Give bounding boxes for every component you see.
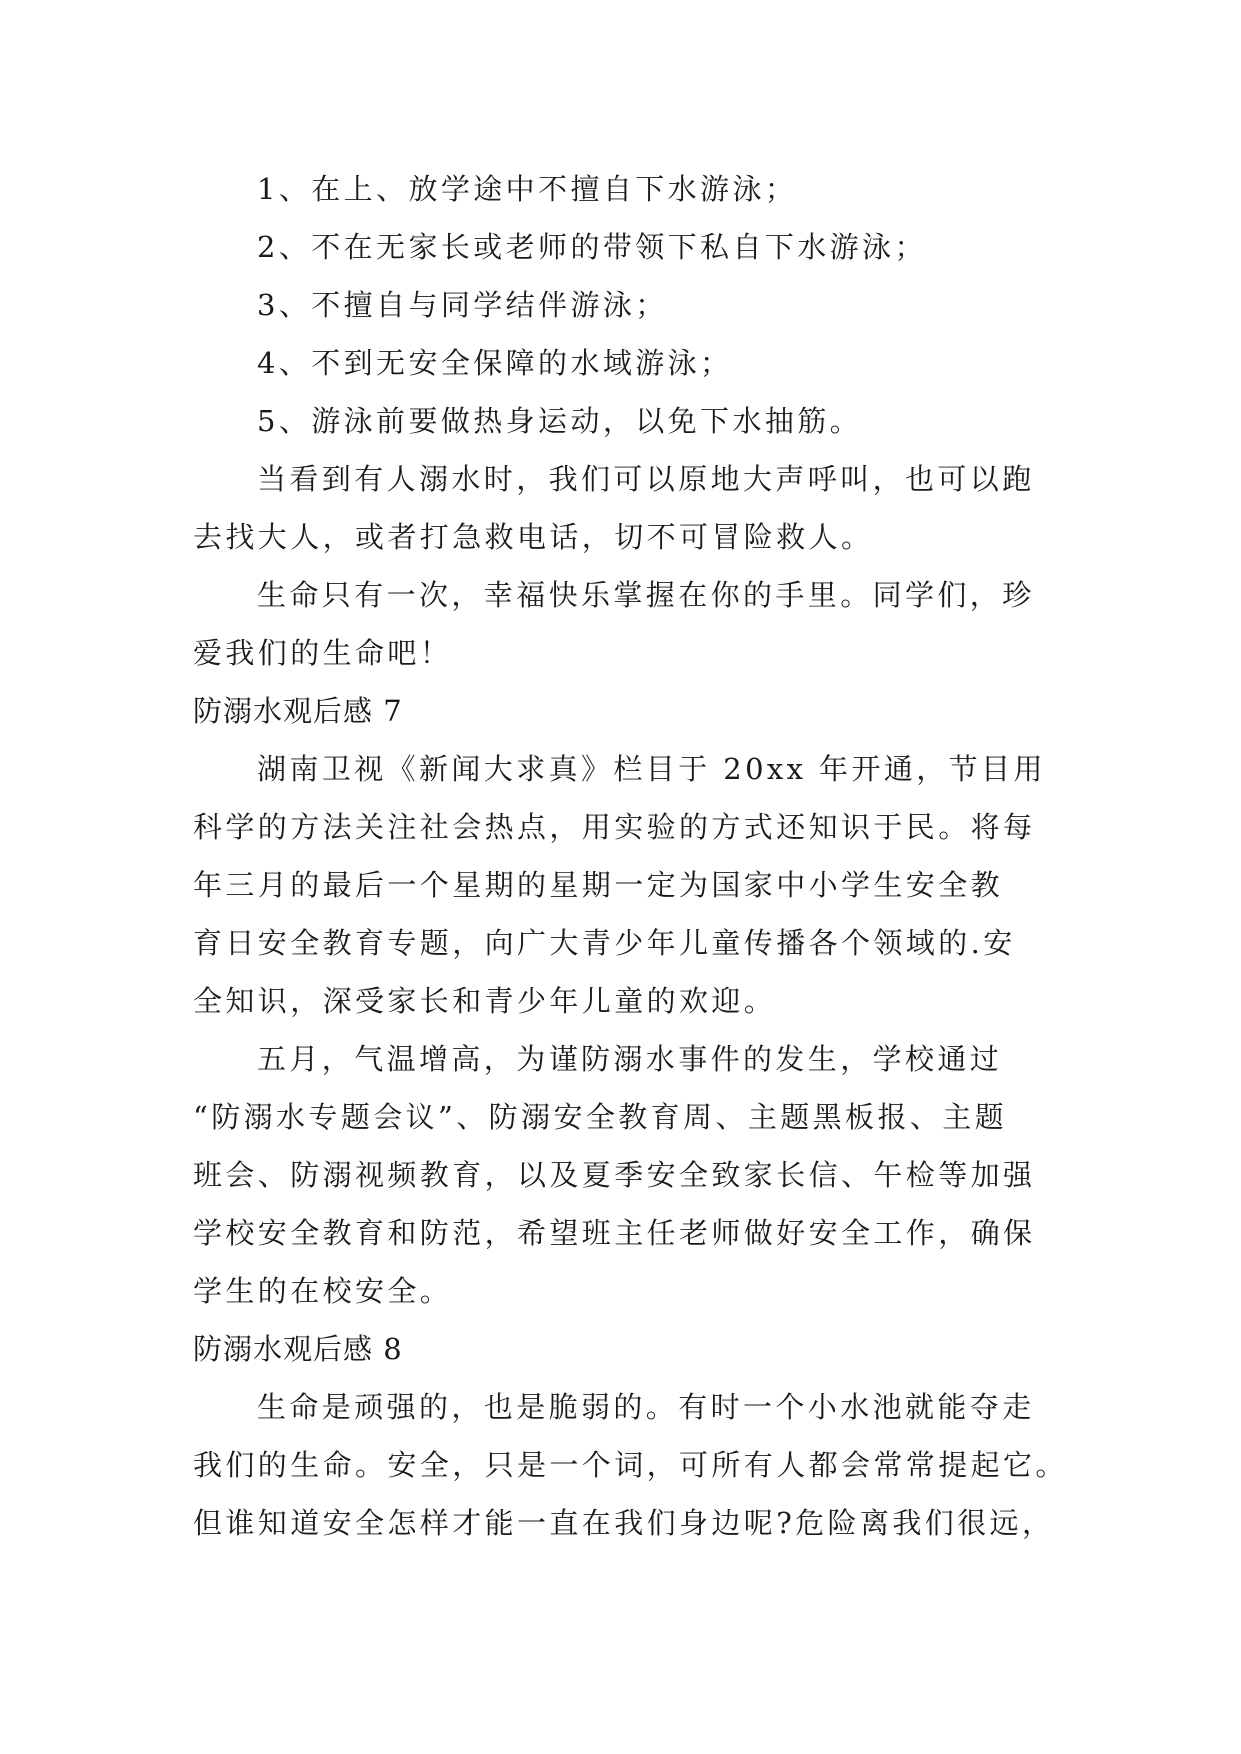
paragraph-line: 班会、防溺视频教育，以及夏季安全致家长信、午检等加强 [193, 1158, 1036, 1192]
section-heading-8: 防溺水观后感 8 [193, 1332, 403, 1366]
paragraph-line: “防溺水专题会议”、防溺安全教育周、主题黑板报、主题 [193, 1100, 1008, 1134]
paragraph-line: 学校安全教育和防范，希望班主任老师做好安全工作，确保 [193, 1216, 1036, 1250]
section-heading-7: 防溺水观后感 7 [193, 694, 403, 728]
paragraph-line: 五月，气温增高，为谨防溺水事件的发生，学校通过 [257, 1042, 1003, 1076]
list-item-1: 1、在上、放学途中不擅自下水游泳； [257, 172, 798, 206]
paragraph-line: 湖南卫视《新闻大求真》栏目于 20xx 年开通，节目用 [257, 752, 1046, 786]
paragraph-line: 去找大人，或者打急救电话，切不可冒险救人。 [193, 520, 874, 554]
paragraph-line: 我们的生命。安全，只是一个词，可所有人都会常常提起它。 [193, 1448, 1068, 1482]
paragraph-line: 学生的在校安全。 [193, 1274, 453, 1308]
list-item-5: 5、游泳前要做热身运动，以免下水抽筋。 [257, 404, 863, 438]
paragraph-line: 全知识，深受家长和青少年儿童的欢迎。 [193, 984, 777, 1018]
list-item-2: 2、不在无家长或老师的带领下私自下水游泳； [257, 230, 927, 264]
list-item-4: 4、不到无安全保障的水域游泳； [257, 346, 733, 380]
paragraph-line: 年三月的最后一个星期的星期一定为国家中小学生安全教 [193, 868, 1004, 902]
paragraph-line: 科学的方法关注社会热点，用实验的方式还知识于民。将每 [193, 810, 1036, 844]
paragraph-line: 育日安全教育专题，向广大青少年儿童传播各个领域的.安 [193, 926, 1016, 960]
list-item-3: 3、不擅自与同学结伴游泳； [257, 288, 668, 322]
paragraph-line: 生命是顽强的，也是脆弱的。有时一个小水池就能夺走 [257, 1390, 1035, 1424]
paragraph-line: 但谁知道安全怎样才能一直在我们身边呢?危险离我们很远， [193, 1506, 1055, 1540]
paragraph-line: 生命只有一次，幸福快乐掌握在你的手里。同学们，珍 [257, 578, 1035, 612]
document-body [193, 160, 1068, 1552]
paragraph-line: 当看到有人溺水时，我们可以原地大声呼叫，也可以跑 [257, 462, 1035, 496]
paragraph-line: 爱我们的生命吧！ [193, 636, 453, 670]
